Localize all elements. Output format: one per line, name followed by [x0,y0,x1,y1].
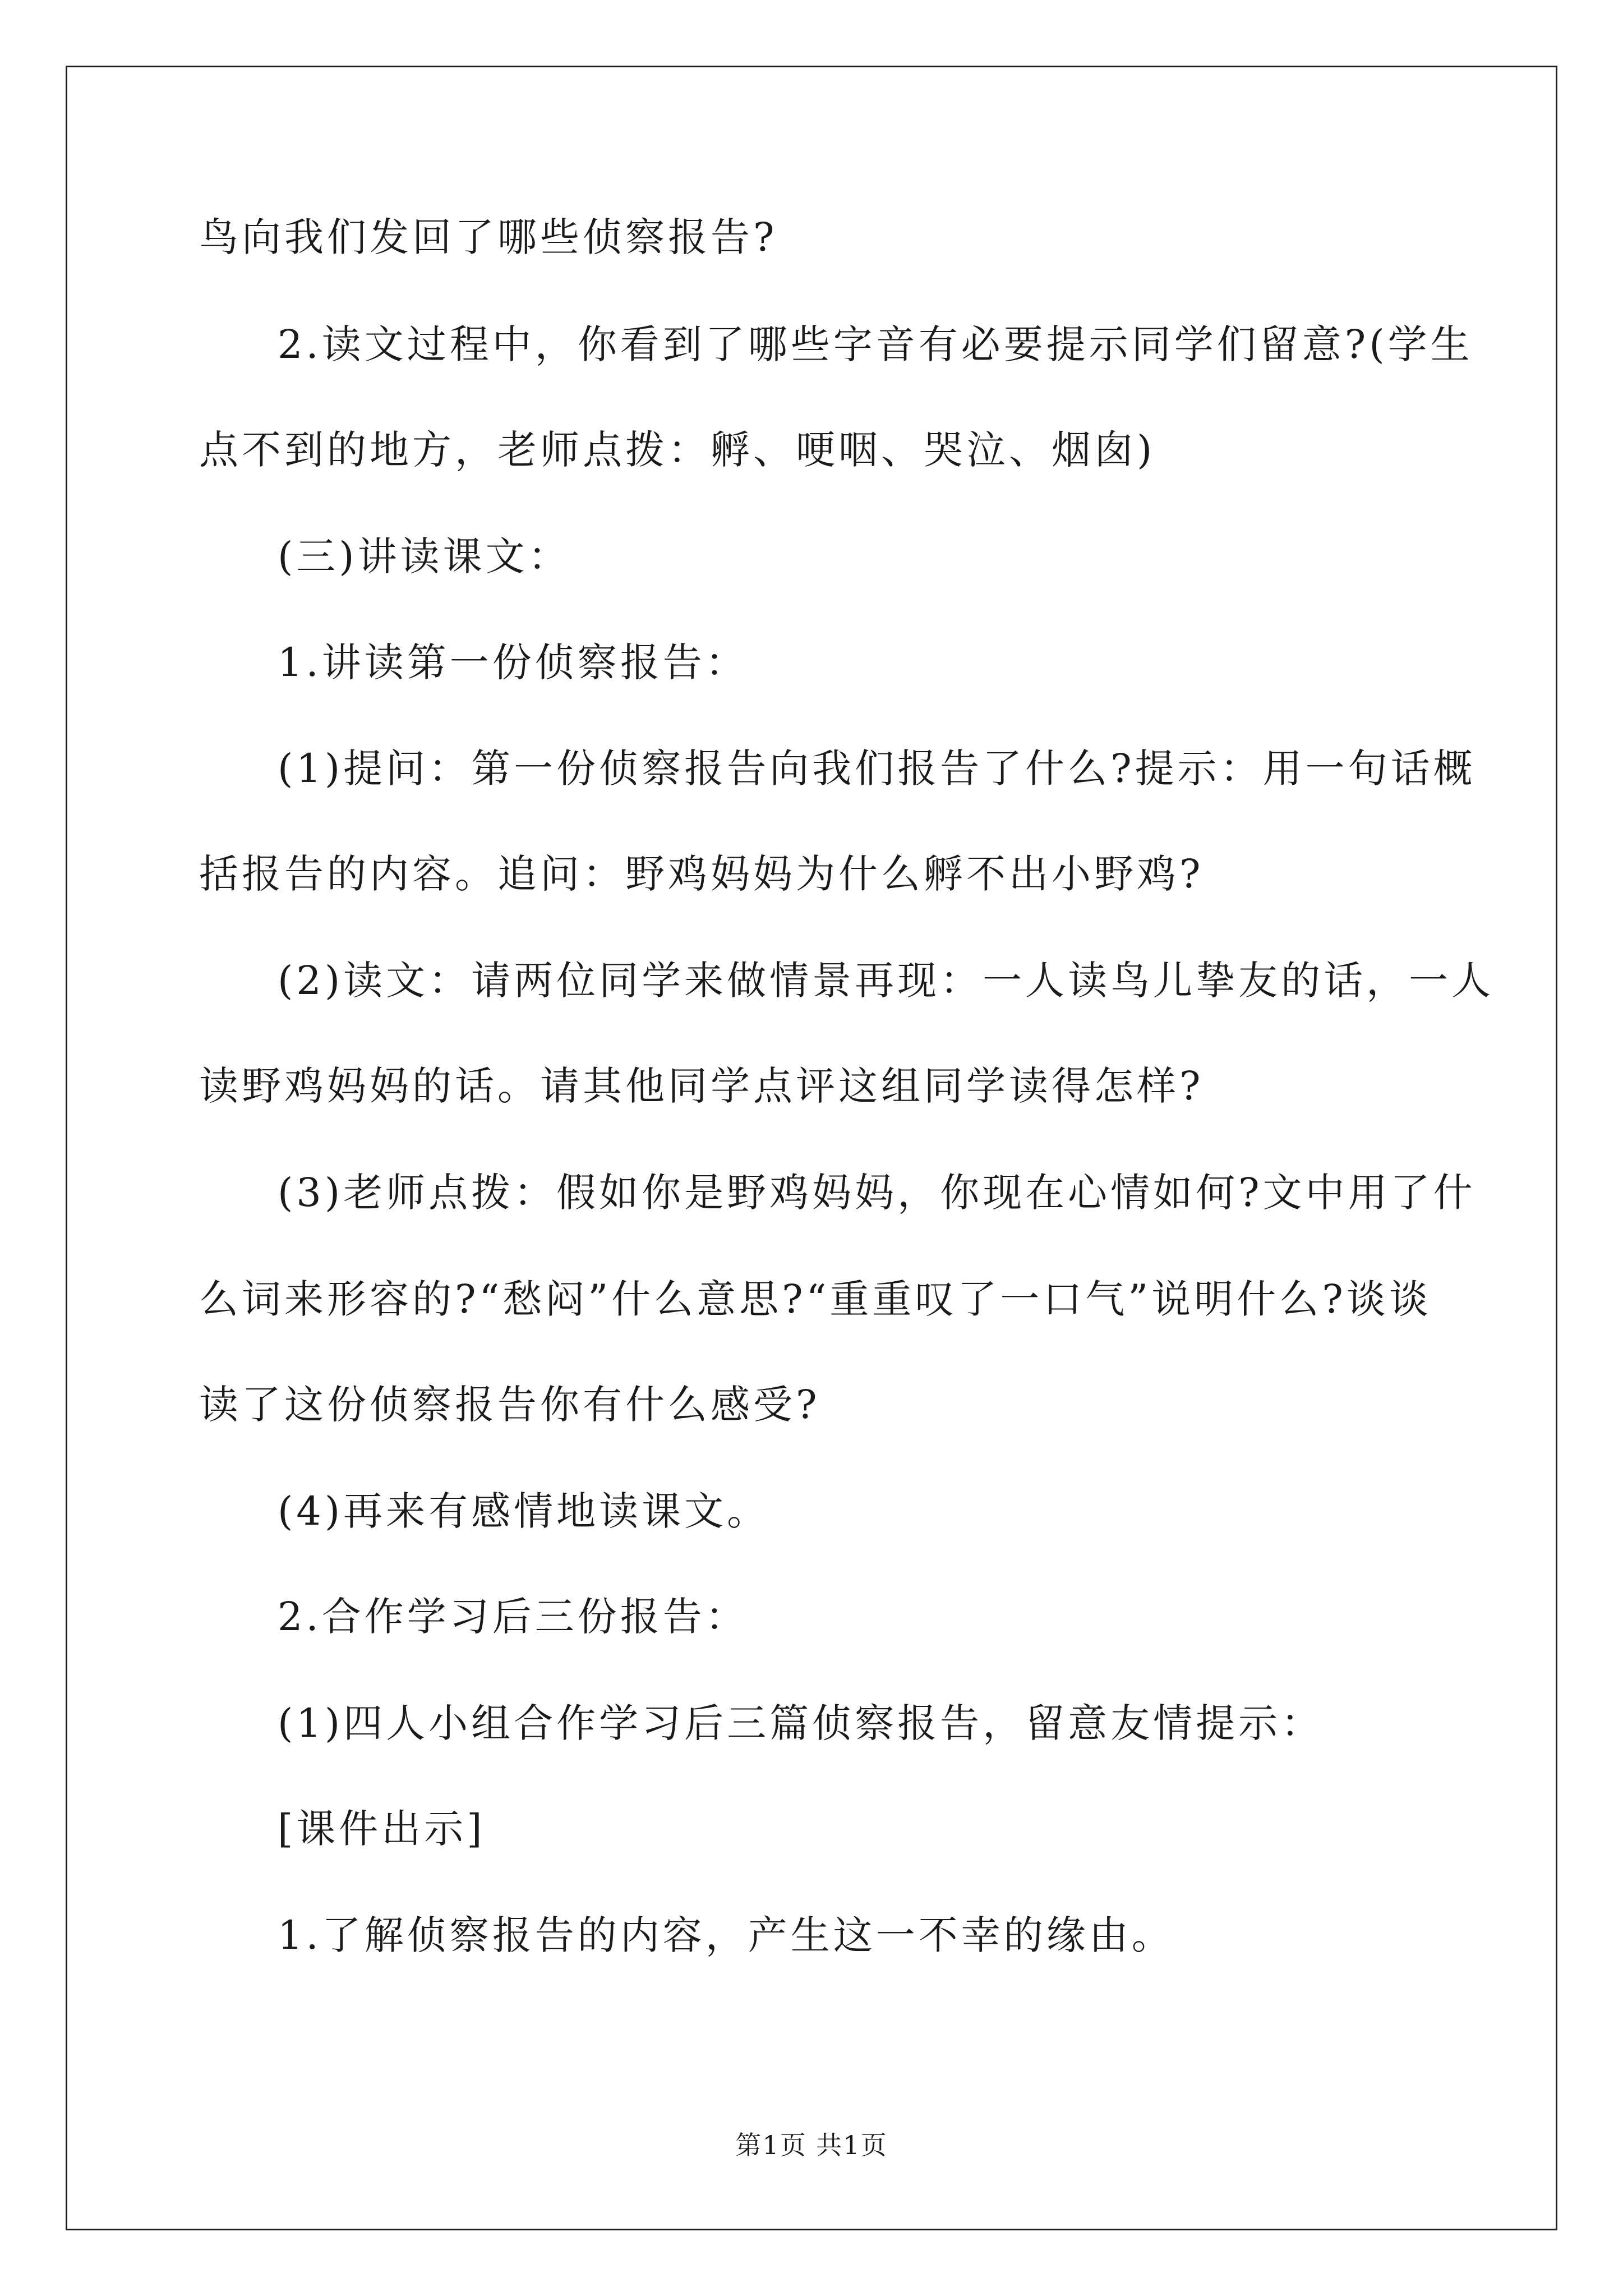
text-line: (1)提问：第一份侦察报告向我们报告了什么?提示：用一句话概 [278,746,1476,792]
text-line: 2.合作学习后三份报告： [278,1594,748,1640]
text-line: (3)老师点拨：假如你是野鸡妈妈，你现在心情如何?文中用了什 [278,1170,1476,1216]
text-line: 读野鸡妈妈的话。请其他同学点评这组同学读得怎样? [199,1063,1204,1109]
text-line: 鸟向我们发回了哪些侦察报告? [199,214,778,260]
text-line: 1.了解侦察报告的内容，产生这一不幸的缘由。 [278,1912,1174,1958]
text-line: 点不到的地方，老师点拨：孵、哽咽、哭泣、烟囱) [199,427,1156,473]
text-line: [课件出示] [278,1806,486,1852]
text-line: 2.读文过程中，你看到了哪些字音有必要提示同学们留意?(学生 [278,321,1473,367]
page-number: 第1页 共1页 [735,2130,888,2160]
page-frame [66,66,1557,2230]
text-line: 1.讲读第一份侦察报告： [278,639,748,685]
text-line: 么词来形容的?“愁闷”什么意思?“重重叹了一口气”说明什么?谈谈 [199,1276,1432,1322]
text-line: (三)讲读课文： [278,533,571,579]
text-line: 读了这份侦察报告你有什么感受? [199,1382,820,1428]
text-line: (2)读文：请两位同学来做情景再现：一人读鸟儿挚友的话，一人 [278,958,1495,1004]
text-line: (1)四人小组合作学习后三篇侦察报告，留意友情提示： [278,1700,1324,1746]
text-line: (4)再来有感情地读课文。 [278,1488,770,1534]
text-line: 括报告的内容。追问：野鸡妈妈为什么孵不出小野鸡? [199,851,1204,897]
